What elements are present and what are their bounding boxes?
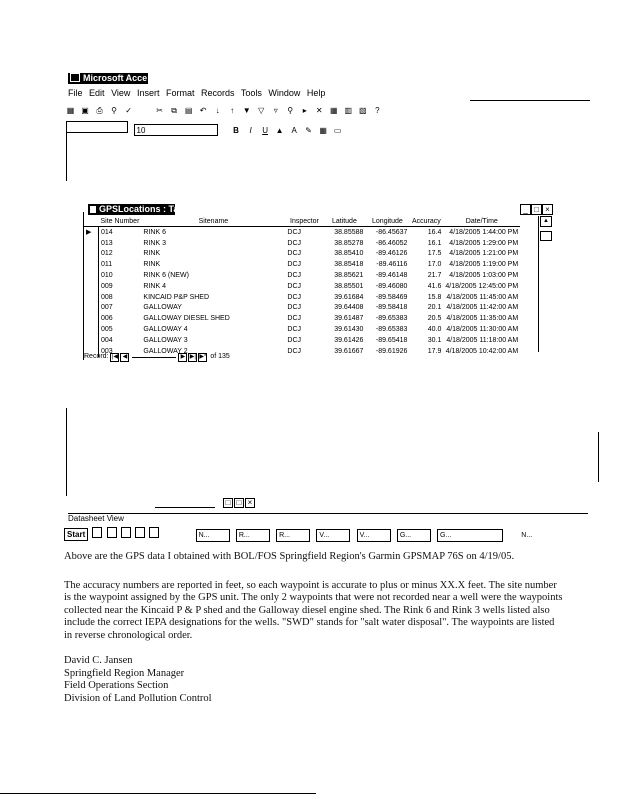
cell-sitename[interactable]: RINK 6 bbox=[143, 228, 166, 236]
close-button[interactable]: × bbox=[542, 204, 553, 215]
menu-edit[interactable]: Edit bbox=[89, 88, 105, 98]
cell-latitude[interactable]: 38.85278 bbox=[334, 239, 364, 247]
cell-accuracy[interactable]: 17.5 bbox=[427, 250, 442, 258]
first-record-button[interactable]: |◀ bbox=[111, 354, 119, 360]
new-object-icon[interactable]: ▧ bbox=[359, 106, 367, 115]
cell-date-time[interactable]: 4/18/2005 11:35:00 AM bbox=[446, 315, 519, 323]
screenshot-caption: Above are the GPS data I obtained with BOL/FOS Springfield Region's Garmin GPSMAP 76S on 4/19/05. bbox=[64, 551, 515, 562]
table-row[interactable] bbox=[84, 270, 520, 281]
cell-latitude[interactable]: 38.85621 bbox=[334, 272, 364, 280]
gps-locations-table bbox=[84, 216, 520, 357]
windows-taskbar bbox=[64, 527, 551, 541]
col-header-site-number[interactable]: Site Number bbox=[100, 217, 140, 225]
taskbar-item-7[interactable]: G... bbox=[437, 529, 503, 542]
cell-sitename[interactable]: RINK 4 bbox=[143, 282, 166, 290]
cell-accuracy[interactable]: 16.1 bbox=[427, 239, 442, 247]
taskbar-item-3[interactable]: R... bbox=[276, 529, 310, 542]
table-row[interactable] bbox=[84, 313, 520, 324]
next-record-button[interactable]: ▶ bbox=[178, 353, 187, 362]
italic-icon[interactable]: I bbox=[249, 126, 252, 135]
scroll-up-arrow[interactable]: ▲ bbox=[540, 216, 552, 227]
record-navigator bbox=[84, 350, 230, 362]
table-row[interactable] bbox=[84, 292, 520, 303]
cell-site-number[interactable]: 013 bbox=[101, 239, 113, 247]
menu-insert[interactable]: Insert bbox=[136, 88, 160, 98]
cell-latitude[interactable]: 39.61426 bbox=[334, 336, 364, 344]
row-selector[interactable] bbox=[84, 259, 99, 270]
cell-accuracy[interactable]: 15.8 bbox=[427, 293, 442, 301]
apply-filter-icon[interactable]: ▿ bbox=[273, 106, 278, 115]
access-app-icon bbox=[70, 73, 80, 82]
window-right-border bbox=[598, 432, 599, 482]
cell-date-time[interactable]: 4/18/2005 1:29:00 PM bbox=[449, 239, 519, 247]
cell-inspector[interactable]: DCJ bbox=[287, 282, 302, 290]
menu-window[interactable]: Window bbox=[268, 88, 301, 98]
col-header-accuracy[interactable]: Accuracy bbox=[409, 216, 443, 227]
gridlines-icon[interactable]: ▦ bbox=[319, 126, 327, 135]
cell-date-time[interactable]: 4/18/2005 11:30:00 AM bbox=[446, 326, 519, 334]
font-color-icon[interactable]: A bbox=[291, 126, 297, 135]
cell-site-number[interactable]: 009 bbox=[101, 282, 113, 290]
start-button[interactable]: Start bbox=[64, 528, 88, 541]
font-name-select[interactable] bbox=[66, 121, 128, 133]
cell-inspector[interactable]: DCJ bbox=[287, 315, 302, 323]
cell-site-number[interactable]: 005 bbox=[101, 326, 113, 334]
database-toolbar bbox=[66, 104, 385, 116]
filter-form-icon[interactable]: ▽ bbox=[258, 106, 265, 115]
explanation-paragraph: The accuracy numbers are reported in feet, so each waypoint is accurate to plus or minus XX.X feet. The site number is the waypoint assigned by the GPS unit. The only 2 waypoints that were not recorded near a well were the waypoints collected near the Kincaid P & P shed and the Galloway diesel engine shed. The Rink 6 and Rink 3 wells listed also include the correct IEPA designations for the wells. "SWD" stands for "salt water disposal". The waypoints are listed in reverse chronological order. bbox=[64, 580, 563, 641]
font-size-select[interactable]: 10 bbox=[134, 124, 218, 136]
taskbar-item-4[interactable]: V... bbox=[316, 529, 350, 542]
cell-longitude[interactable]: -86.46052 bbox=[375, 239, 408, 247]
cell-longitude[interactable]: -89.58418 bbox=[375, 304, 408, 312]
cell-longitude[interactable]: -89.46148 bbox=[375, 272, 408, 280]
table-icon bbox=[90, 206, 96, 213]
cell-inspector[interactable]: DCJ bbox=[287, 304, 302, 312]
row-selector[interactable] bbox=[84, 281, 99, 292]
undo-icon[interactable]: ↶ bbox=[199, 106, 207, 115]
cell-accuracy[interactable]: 40.0 bbox=[427, 326, 442, 334]
cell-accuracy[interactable]: 16.4 bbox=[427, 228, 442, 236]
cell-date-time[interactable]: 4/18/2005 10:42:00 AM bbox=[445, 347, 519, 355]
quicklaunch-access-icon[interactable] bbox=[149, 527, 159, 538]
cell-site-number[interactable]: 003 bbox=[101, 347, 113, 355]
find-icon[interactable]: ⚲ bbox=[287, 106, 294, 115]
cell-latitude[interactable]: 39.61684 bbox=[334, 293, 364, 301]
cell-accuracy[interactable]: 30.1 bbox=[427, 336, 442, 344]
cell-site-number[interactable]: 014 bbox=[101, 228, 113, 236]
table-row[interactable] bbox=[84, 324, 520, 335]
cell-sitename[interactable]: KINCAID P&P SHED bbox=[143, 293, 210, 301]
cell-date-time[interactable]: 4/18/2005 11:42:00 AM bbox=[446, 304, 519, 312]
save-icon[interactable]: ▣ bbox=[81, 106, 89, 115]
help-icon[interactable]: ? bbox=[375, 106, 380, 115]
cell-sitename[interactable]: RINK bbox=[143, 261, 161, 269]
footer-rule bbox=[0, 793, 316, 794]
cell-inspector[interactable]: DCJ bbox=[287, 293, 302, 301]
cell-date-time[interactable]: 4/18/2005 12:45:00 PM bbox=[445, 282, 519, 290]
row-selector[interactable] bbox=[84, 324, 99, 335]
copy-icon[interactable]: ⧉ bbox=[171, 106, 177, 115]
quicklaunch-ie-icon[interactable] bbox=[92, 527, 102, 538]
view-icon[interactable]: ▦ bbox=[66, 106, 75, 115]
app-title: Microsoft Acce bbox=[83, 73, 148, 83]
mini-restore-button[interactable]: □ bbox=[223, 498, 233, 508]
taskbar-item-6[interactable]: G... bbox=[397, 529, 431, 542]
table-row[interactable] bbox=[84, 238, 520, 249]
record-total: of 135 bbox=[210, 353, 230, 360]
database-window-icon[interactable]: ▥ bbox=[344, 106, 353, 115]
cell-longitude[interactable]: -89.61926 bbox=[375, 347, 408, 355]
cell-accuracy[interactable]: 41.6 bbox=[427, 282, 442, 290]
paste-icon[interactable]: ▤ bbox=[184, 106, 193, 115]
cell-sitename[interactable]: GALLOWAY 3 bbox=[143, 336, 188, 344]
table-row[interactable] bbox=[84, 303, 520, 314]
formatting-toolbar bbox=[66, 121, 345, 133]
cell-date-time[interactable]: 4/18/2005 11:45:00 AM bbox=[446, 293, 519, 301]
cell-inspector[interactable]: DCJ bbox=[287, 326, 302, 334]
cell-accuracy[interactable]: 17.0 bbox=[427, 261, 442, 269]
menu-file[interactable]: File bbox=[68, 88, 83, 98]
cell-longitude[interactable]: -89.46126 bbox=[375, 250, 408, 258]
cell-latitude[interactable]: 38.85588 bbox=[334, 228, 364, 236]
cell-longitude[interactable]: -89.46116 bbox=[376, 261, 408, 269]
vertical-scrollbar[interactable] bbox=[538, 216, 551, 352]
filter-selection-icon[interactable]: ▼ bbox=[242, 106, 251, 115]
quicklaunch-desktop-icon[interactable] bbox=[121, 527, 131, 538]
print-icon[interactable]: ⎙ bbox=[96, 106, 103, 115]
cell-date-time[interactable]: 4/18/2005 11:18:00 AM bbox=[446, 336, 519, 344]
row-selector-header bbox=[84, 216, 99, 227]
cell-longitude[interactable]: -89.65418 bbox=[375, 336, 408, 344]
line-color-icon[interactable]: ✎ bbox=[305, 126, 312, 135]
cell-site-number[interactable]: 010 bbox=[101, 272, 113, 280]
row-selector[interactable] bbox=[84, 335, 99, 346]
cell-site-number[interactable]: 012 bbox=[101, 250, 113, 258]
cell-longitude[interactable]: -86.45637 bbox=[375, 228, 408, 236]
quicklaunch-explorer-icon[interactable] bbox=[135, 527, 145, 538]
minimized-db-window[interactable] bbox=[155, 498, 255, 509]
table-row[interactable] bbox=[84, 335, 520, 346]
cell-accuracy[interactable]: 20.5 bbox=[427, 315, 442, 323]
cell-site-number[interactable]: 011 bbox=[101, 261, 113, 269]
quicklaunch-outlook-icon[interactable] bbox=[107, 527, 117, 538]
signature-block bbox=[64, 655, 364, 705]
status-view-text: Datasheet View bbox=[68, 514, 124, 523]
row-selector[interactable] bbox=[84, 270, 99, 281]
divider bbox=[470, 100, 590, 101]
cell-sitename[interactable]: GALLOWAY 2 bbox=[143, 347, 188, 355]
cell-longitude[interactable]: -89.65383 bbox=[375, 315, 408, 323]
cell-latitude[interactable]: 39.61487 bbox=[334, 315, 364, 323]
cell-longitude[interactable]: -89.65383 bbox=[375, 326, 408, 334]
sort-asc-icon[interactable]: ↓ bbox=[215, 106, 220, 115]
cell-inspector[interactable]: DCJ bbox=[287, 347, 302, 355]
cell-sitename[interactable]: RINK 6 (NEW) bbox=[143, 272, 189, 280]
mini-close-button[interactable]: × bbox=[245, 498, 255, 508]
cell-inspector[interactable]: DCJ bbox=[287, 250, 302, 258]
cell-sitename[interactable]: RINK 3 bbox=[143, 239, 166, 247]
fill-color-icon[interactable]: ▲ bbox=[275, 126, 284, 135]
cell-accuracy[interactable]: 17.9 bbox=[427, 347, 442, 355]
bold-icon[interactable]: B bbox=[233, 126, 239, 135]
properties-icon[interactable]: ▦ bbox=[330, 106, 338, 115]
row-selector[interactable] bbox=[84, 313, 99, 324]
cell-latitude[interactable]: 38.85501 bbox=[334, 282, 364, 290]
mini-maximize-button[interactable]: □ bbox=[234, 498, 244, 508]
taskbar-item-5[interactable]: V... bbox=[357, 529, 391, 542]
cell-latitude[interactable]: 39.61430 bbox=[334, 326, 364, 334]
menu-records[interactable]: Records bbox=[201, 88, 235, 98]
cell-sitename[interactable]: RINK bbox=[143, 250, 161, 258]
table-row[interactable] bbox=[84, 281, 520, 292]
col-header-inspector[interactable]: Inspector bbox=[285, 216, 323, 227]
menu-format[interactable]: Format bbox=[165, 88, 195, 98]
cell-inspector[interactable]: DCJ bbox=[287, 228, 302, 236]
table-row[interactable] bbox=[84, 249, 520, 260]
cell-date-time[interactable]: 4/18/2005 1:44:00 PM bbox=[449, 228, 519, 236]
row-selector[interactable] bbox=[84, 303, 99, 314]
row-selector[interactable]: ▶ bbox=[84, 227, 99, 238]
cell-sitename[interactable]: GALLOWAY 4 bbox=[143, 326, 188, 334]
cell-site-number[interactable]: 007 bbox=[101, 304, 113, 312]
system-tray: N... bbox=[521, 532, 533, 539]
row-selector[interactable] bbox=[84, 238, 99, 249]
sort-desc-icon[interactable]: ↑ bbox=[230, 106, 235, 115]
cell-site-number[interactable]: 006 bbox=[101, 315, 113, 323]
signature-name: David C. Jansen bbox=[64, 655, 133, 666]
cell-longitude[interactable]: -89.46080 bbox=[375, 282, 408, 290]
datasheet-title-bar bbox=[88, 204, 184, 215]
cell-site-number[interactable]: 008 bbox=[101, 293, 113, 301]
cell-sitename[interactable]: GALLOWAY DIESEL SHED bbox=[143, 315, 230, 323]
cut-icon[interactable]: ✂ bbox=[156, 106, 163, 115]
col-header-longitude[interactable]: Longitude bbox=[365, 216, 409, 227]
record-number-input[interactable] bbox=[132, 350, 176, 358]
table-row[interactable] bbox=[84, 227, 520, 238]
menu-bar bbox=[68, 88, 329, 98]
signature-title: Springfield Region Manager bbox=[64, 667, 185, 679]
cell-latitude[interactable]: 38.85418 bbox=[334, 261, 364, 269]
col-header-latitude[interactable]: Latitude bbox=[323, 216, 365, 227]
menu-view[interactable]: View bbox=[111, 88, 131, 98]
preview-icon[interactable]: ⚲ bbox=[111, 106, 117, 115]
cell-site-number[interactable]: 004 bbox=[101, 336, 113, 344]
delete-record-icon[interactable]: ✕ bbox=[315, 106, 323, 115]
special-effect-icon[interactable]: ▭ bbox=[333, 126, 342, 135]
minimized-window-title bbox=[155, 500, 215, 508]
cell-latitude[interactable]: 38.85410 bbox=[334, 250, 364, 258]
signature-division: Division of Land Pollution Control bbox=[64, 692, 212, 704]
minimize-button[interactable]: _ bbox=[520, 204, 531, 215]
last-record-button[interactable]: ▶| bbox=[189, 354, 196, 360]
cell-inspector[interactable]: DCJ bbox=[287, 336, 302, 344]
prev-record-button[interactable]: ◀ bbox=[120, 353, 129, 362]
row-selector[interactable] bbox=[84, 249, 99, 260]
signature-section: Field Operations Section bbox=[64, 680, 169, 692]
cell-latitude[interactable]: 39.64408 bbox=[334, 304, 364, 312]
new-record-icon[interactable]: ▸ bbox=[302, 106, 307, 115]
col-header-sitename[interactable]: Sitename bbox=[141, 216, 285, 227]
datasheet-title: GPSLocations : Tab bbox=[99, 204, 184, 214]
row-selector[interactable] bbox=[84, 292, 99, 303]
menu-tools[interactable]: Tools bbox=[240, 88, 262, 98]
status-bar bbox=[68, 513, 588, 523]
underline-icon[interactable]: U bbox=[262, 126, 268, 135]
cell-inspector[interactable]: DCJ bbox=[287, 261, 302, 269]
scroll-thumb[interactable] bbox=[540, 231, 552, 241]
cell-inspector[interactable]: DCJ bbox=[287, 272, 302, 280]
taskbar-item-2[interactable]: R... bbox=[236, 529, 270, 542]
cell-sitename[interactable]: GALLOWAY bbox=[143, 304, 182, 312]
cell-accuracy[interactable]: 20.1 bbox=[427, 304, 442, 312]
cell-longitude[interactable]: -89.58469 bbox=[375, 293, 408, 301]
col-header-date-time[interactable]: Date/Time bbox=[443, 216, 520, 227]
window-left-border-lower bbox=[66, 408, 67, 496]
restore-button[interactable]: □ bbox=[531, 204, 542, 215]
header-row bbox=[84, 216, 520, 227]
record-label: Record: bbox=[84, 353, 109, 360]
table-row[interactable] bbox=[84, 259, 520, 270]
window-left-border bbox=[66, 133, 67, 181]
cell-accuracy[interactable]: 21.7 bbox=[427, 272, 442, 280]
cell-date-time[interactable]: 4/18/2005 1:03:00 PM bbox=[449, 272, 519, 280]
cell-latitude[interactable]: 39.61667 bbox=[334, 347, 364, 355]
table-body bbox=[84, 227, 520, 357]
app-title-bar bbox=[68, 73, 148, 84]
new-record-nav-button[interactable]: ▶* bbox=[199, 354, 207, 360]
cell-date-time[interactable]: 4/18/2005 1:19:00 PM bbox=[449, 261, 519, 269]
spellcheck-icon[interactable]: ✓ bbox=[125, 106, 132, 115]
menu-help[interactable]: Help bbox=[306, 88, 326, 98]
cell-date-time[interactable]: 4/18/2005 1:21:00 PM bbox=[449, 250, 519, 258]
taskbar-item-1[interactable]: N... bbox=[196, 529, 230, 542]
cell-inspector[interactable]: DCJ bbox=[287, 239, 302, 247]
